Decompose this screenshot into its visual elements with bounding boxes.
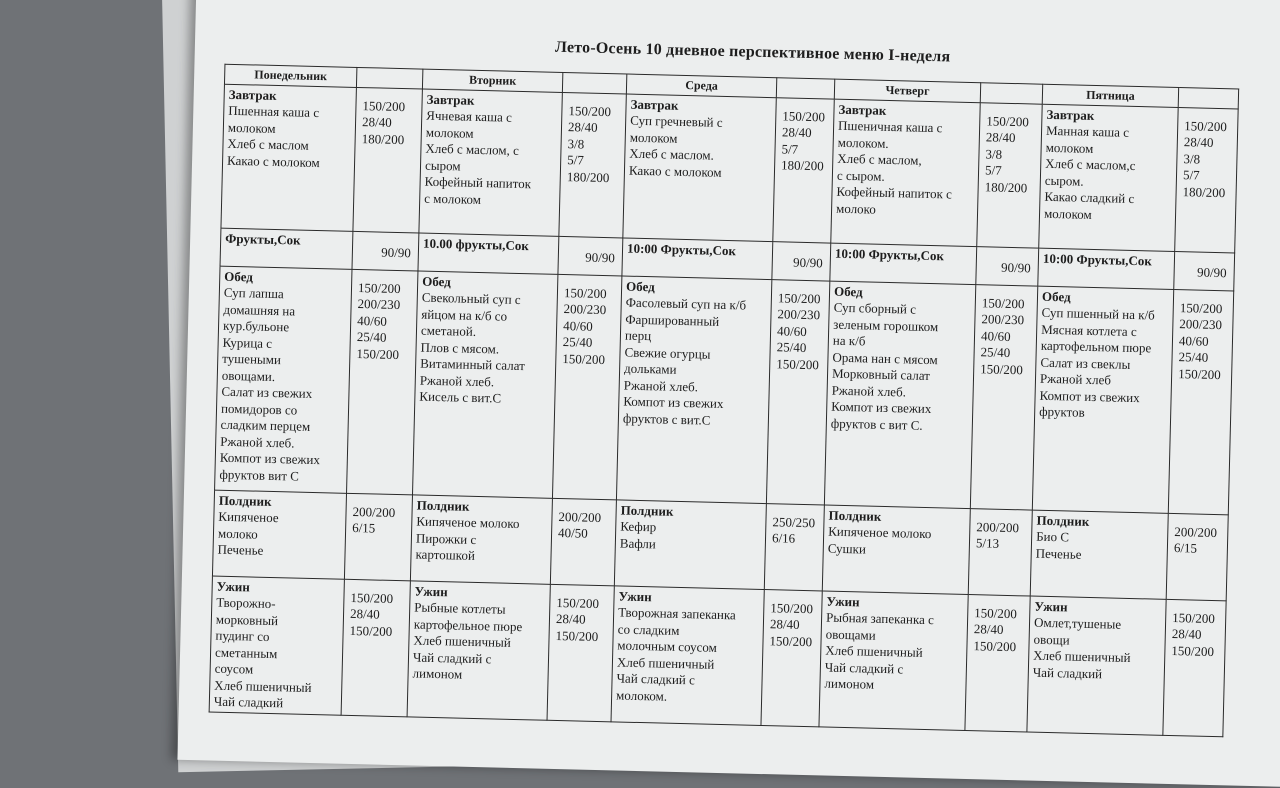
dish-item: Суп лапша bbox=[223, 284, 284, 302]
portion-qty: 200/200 bbox=[558, 508, 602, 525]
lunch-dishes-cell bbox=[616, 275, 771, 503]
menu-sheet bbox=[177, 0, 1280, 788]
dinner-dishes-cell bbox=[1027, 596, 1166, 735]
lunch-qty-cell bbox=[970, 284, 1037, 509]
portion-qty: 180/200 bbox=[984, 178, 1028, 195]
portion-qty: 5/7 bbox=[984, 162, 1002, 178]
breakfast-qty-cell bbox=[977, 102, 1042, 247]
fruit-qty: 90/90 bbox=[585, 249, 616, 265]
portion-qty: 5/13 bbox=[975, 535, 1000, 551]
dish-item: Орама нан с мясом bbox=[832, 349, 938, 367]
meal-label: Полдник bbox=[828, 507, 882, 524]
dish-item: сметаной. bbox=[420, 322, 477, 339]
breakfast-dishes-cell bbox=[831, 99, 980, 247]
snack-dishes-cell bbox=[410, 494, 552, 583]
dish-item: Чай сладкий bbox=[1032, 664, 1103, 681]
portion-qty: 150/200 bbox=[1172, 609, 1216, 626]
portion-qty: 5/7 bbox=[567, 152, 585, 168]
breakfast-dishes-cell bbox=[419, 89, 562, 236]
dish-item: Курица с bbox=[222, 334, 273, 351]
portion-qty: 150/200 bbox=[556, 594, 600, 611]
portion-qty: 40/60 bbox=[980, 327, 1011, 344]
meal-label: Завтрак bbox=[228, 86, 277, 103]
dish-item: картошкой bbox=[415, 546, 476, 563]
dish-item: Салат из свеклы bbox=[1040, 354, 1131, 372]
breakfast-row bbox=[221, 84, 1238, 253]
snack-qty-cell bbox=[968, 508, 1032, 595]
dish-item: овощами bbox=[825, 626, 876, 643]
dish-item: Манная каша с bbox=[1045, 122, 1130, 140]
portion-qty: 25/40 bbox=[980, 344, 1011, 360]
day-header: Вторник bbox=[422, 69, 562, 92]
dish-item: молоком bbox=[227, 119, 276, 136]
portion-qty: 3/8 bbox=[1183, 150, 1201, 167]
portion-qty: 150/200 bbox=[776, 355, 820, 372]
day-header-qty-blank bbox=[776, 78, 834, 99]
portion-qty: 28/40 bbox=[555, 610, 586, 627]
dish-item: Фаршированный bbox=[625, 311, 720, 329]
meal-label: Ужин bbox=[216, 578, 251, 594]
dish-item: сыром. bbox=[1044, 172, 1084, 189]
dish-item: Кисель с вит.С bbox=[419, 388, 502, 406]
dish-item: Ячневая каша с bbox=[426, 107, 513, 125]
fruit-qty-cell bbox=[558, 236, 623, 276]
portion-qty: 28/40 bbox=[567, 119, 598, 135]
portion-qty: 200/230 bbox=[1179, 316, 1223, 333]
dinner-qty-cell bbox=[1163, 599, 1226, 736]
portion-qty: 28/40 bbox=[361, 114, 392, 130]
dish-item: Пшенная каша с bbox=[228, 102, 320, 121]
dish-item: Ржаной хлеб. bbox=[220, 433, 295, 451]
lunch-dishes-cell bbox=[824, 281, 975, 509]
dish-item: Чай сладкий с bbox=[616, 670, 696, 688]
portion-qty: 150/200 bbox=[357, 279, 401, 296]
dish-item: перц bbox=[624, 327, 652, 344]
dish-item: с молоком bbox=[424, 190, 482, 207]
fruit-cell bbox=[1038, 248, 1175, 289]
snack-qty-cell bbox=[764, 503, 824, 590]
portion-qty: 25/40 bbox=[776, 339, 807, 356]
dish-item: Чай сладкий bbox=[213, 693, 284, 711]
dish-item: на к/б bbox=[832, 332, 866, 349]
fruit-label: 10:00 Фрукты,Сок bbox=[834, 245, 945, 263]
fruit-qty-cell bbox=[976, 246, 1039, 286]
breakfast-qty-cell bbox=[559, 92, 626, 238]
dish-item: Кофейный напиток bbox=[424, 173, 532, 192]
portion-qty: 200/200 bbox=[1174, 523, 1218, 540]
snack-dishes-cell bbox=[1030, 510, 1168, 599]
dish-item: Кипяченое молоко bbox=[828, 523, 932, 542]
dish-item: молочным соусом bbox=[617, 637, 717, 655]
dish-item: Хлеб пшеничный bbox=[1033, 647, 1131, 666]
dish-item: молоком bbox=[425, 124, 474, 141]
day-header: Среда bbox=[626, 74, 776, 97]
portion-qty: 28/40 bbox=[769, 616, 800, 632]
dish-item: овощи bbox=[1033, 631, 1070, 648]
portion-qty: 40/60 bbox=[357, 312, 388, 329]
portion-qty: 150/200 bbox=[777, 289, 821, 306]
page-title: Лето-Осень 10 дневное перспективное меню I-неделя bbox=[554, 38, 951, 66]
dish-item: лимоном bbox=[412, 665, 463, 682]
portion-qty: 28/40 bbox=[1183, 134, 1214, 150]
dish-item: молоком. bbox=[615, 686, 668, 704]
dish-item: Суп сборный с bbox=[833, 299, 917, 317]
breakfast-dishes-cell bbox=[1039, 104, 1178, 251]
portion-qty: 6/16 bbox=[771, 530, 796, 546]
portion-qty: 200/200 bbox=[352, 503, 396, 520]
meal-label: Завтрак bbox=[838, 101, 887, 118]
fruit-cell bbox=[830, 243, 977, 285]
dinner-dishes-cell bbox=[209, 576, 344, 715]
meal-label: Завтрак bbox=[630, 96, 679, 113]
dish-item: Компот из свежих bbox=[219, 449, 321, 468]
dish-item: Салат из свежих bbox=[221, 383, 313, 401]
dish-item: Хлеб с маслом. bbox=[629, 145, 715, 163]
dish-item: лимоном bbox=[824, 675, 875, 692]
dish-item: Витаминный салат bbox=[420, 355, 526, 374]
dish-item: Вафли bbox=[619, 535, 657, 551]
dish-item: Хлеб пшеничный bbox=[616, 653, 715, 672]
portion-qty: 28/40 bbox=[349, 605, 380, 622]
portion-qty: 150/200 bbox=[555, 627, 599, 644]
breakfast-qty-cell bbox=[773, 97, 835, 242]
snack-dishes-cell bbox=[212, 490, 346, 579]
day-header-qty-blank bbox=[1178, 88, 1238, 109]
portion-qty: 5/7 bbox=[1182, 167, 1200, 183]
dish-item: молоко bbox=[835, 200, 877, 217]
dish-item: сладким перцем bbox=[220, 416, 311, 434]
dish-item: сметанным bbox=[214, 644, 278, 661]
day-header: Понедельник bbox=[224, 64, 356, 87]
dish-item: Хлеб с маслом,с bbox=[1045, 155, 1136, 173]
meal-label: Обед bbox=[224, 268, 254, 284]
dish-item: Кофейный напиток с bbox=[836, 183, 953, 202]
portion-qty: 40/60 bbox=[776, 322, 807, 339]
dish-item: помидоров со bbox=[220, 400, 298, 418]
portion-qty: 150/200 bbox=[986, 112, 1030, 129]
lunch-dishes-cell bbox=[413, 270, 558, 497]
dish-item: Свежие огурцы bbox=[624, 344, 711, 362]
meal-label: Ужин bbox=[1034, 598, 1068, 614]
meal-label: Полдник bbox=[416, 497, 470, 514]
dish-item: Рыбные котлеты bbox=[414, 599, 506, 617]
snack-dishes-cell bbox=[822, 504, 970, 594]
portion-qty: 25/40 bbox=[356, 329, 387, 345]
dinner-qty-cell bbox=[761, 589, 822, 726]
meal-label: Обед bbox=[625, 278, 655, 294]
dish-item: фруктов с вит С. bbox=[830, 415, 923, 433]
dish-item: Хлеб с маслом, с bbox=[425, 140, 520, 158]
menu-table bbox=[209, 64, 1240, 737]
dinner-qty-cell bbox=[547, 584, 614, 722]
portion-qty: 40/50 bbox=[557, 524, 588, 541]
dish-item: Какао сладкий с bbox=[1044, 188, 1135, 206]
dish-item: Суп гречневый с bbox=[630, 112, 723, 130]
dish-item: Пирожки с bbox=[415, 530, 477, 547]
meal-label: Полдник bbox=[620, 502, 674, 519]
meal-label: Обед bbox=[422, 273, 452, 289]
dish-item: зеленым горошком bbox=[833, 316, 939, 334]
dish-item: Био С bbox=[1035, 528, 1070, 545]
dish-item: Рыбная запеканка с bbox=[825, 609, 935, 628]
fruit-cell bbox=[622, 237, 773, 279]
portion-qty: 150/200 bbox=[1178, 365, 1221, 382]
dish-item: фруктов bbox=[1039, 403, 1085, 420]
dish-item: Хлеб пшеничный bbox=[413, 632, 511, 650]
breakfast-dishes-cell bbox=[221, 84, 356, 231]
lunch-qty-cell bbox=[766, 279, 829, 504]
meal-label: Завтрак bbox=[426, 91, 475, 108]
snack-dishes-cell bbox=[614, 499, 766, 589]
portion-qty: 150/200 bbox=[973, 637, 1017, 654]
dinner-dishes-cell bbox=[407, 580, 550, 719]
dish-item: Ржаной хлеб. bbox=[623, 377, 699, 394]
dinner-dishes-cell bbox=[611, 585, 764, 725]
fruit-label: Фрукты,Сок bbox=[225, 230, 301, 248]
breakfast-qty-cell bbox=[1175, 107, 1239, 252]
portion-qty: 250/250 bbox=[772, 513, 816, 530]
day-header-qty-blank bbox=[980, 83, 1042, 104]
dish-item: пудинг со bbox=[215, 627, 270, 644]
portion-qty: 150/200 bbox=[1171, 642, 1215, 659]
portion-qty: 150/200 bbox=[568, 102, 612, 119]
lunch-qty-cell bbox=[347, 269, 418, 495]
dish-item: Чай сладкий с bbox=[824, 659, 904, 676]
dish-item: молоком bbox=[1045, 139, 1094, 156]
fruit-cell bbox=[418, 233, 559, 274]
dish-item: Печенье bbox=[1035, 545, 1082, 562]
dish-item: Ржаной хлеб. bbox=[419, 372, 495, 389]
dish-item: картофельное пюре bbox=[413, 615, 523, 634]
fruit-label: 10:00 Фрукты,Сок bbox=[626, 240, 737, 258]
portion-qty: 150/200 bbox=[974, 604, 1018, 621]
fruit-qty: 90/90 bbox=[792, 254, 823, 270]
dish-item: Творожно- bbox=[216, 594, 276, 612]
dish-item: со сладким bbox=[617, 620, 680, 638]
dish-item: Компот из свежих bbox=[831, 398, 932, 417]
portion-qty: 5/7 bbox=[781, 140, 799, 157]
dish-item: картофельном пюре bbox=[1040, 337, 1152, 356]
dish-item: яйцом на к/б со bbox=[421, 306, 508, 324]
dish-item: молоком. bbox=[837, 134, 889, 151]
portion-qty: 28/40 bbox=[1171, 626, 1202, 642]
portion-qty: 200/230 bbox=[563, 301, 607, 318]
snack-qty-cell bbox=[344, 493, 412, 581]
dish-item: Чай сладкий с bbox=[412, 648, 492, 666]
dish-item: Суп пшенный на к/б bbox=[1041, 304, 1155, 323]
portion-qty: 150/200 bbox=[362, 97, 406, 114]
fruit-qty-cell bbox=[772, 241, 831, 280]
meal-label: Завтрак bbox=[1046, 106, 1095, 123]
dinner-qty-cell bbox=[341, 579, 410, 717]
portion-qty: 3/8 bbox=[985, 145, 1003, 162]
meal-label: Полдник bbox=[1036, 512, 1090, 529]
fruit-qty-cell bbox=[352, 231, 419, 271]
fruit-qty: 90/90 bbox=[381, 244, 412, 260]
dish-item: Хлеб с маслом, bbox=[837, 150, 922, 168]
portion-qty: 3/8 bbox=[567, 135, 585, 152]
dish-item: Сушки bbox=[827, 540, 867, 557]
dish-item: Ржаной хлеб bbox=[1039, 370, 1112, 388]
portion-qty: 200/230 bbox=[357, 296, 401, 313]
dish-item: тушеными bbox=[222, 350, 282, 368]
portion-qty: 150/200 bbox=[981, 294, 1025, 311]
meal-label: Ужин bbox=[414, 583, 448, 599]
dish-item: с сыром. bbox=[836, 167, 885, 184]
portion-qty: 28/40 bbox=[781, 124, 812, 141]
dish-item: Плов с мясом. bbox=[420, 339, 500, 356]
dish-item: кур.бульоне bbox=[222, 317, 290, 335]
lunch-qty-cell bbox=[1168, 289, 1233, 514]
portion-qty: 25/40 bbox=[562, 334, 593, 350]
dish-item: овощами. bbox=[221, 367, 276, 384]
dish-item: Хлеб пшеничный bbox=[825, 642, 923, 660]
dish-item: дольками bbox=[623, 360, 677, 377]
meal-label: Ужин bbox=[826, 593, 860, 609]
fruit-qty: 90/90 bbox=[1196, 264, 1227, 280]
dinner-dishes-cell bbox=[819, 590, 968, 730]
meal-label: Обед bbox=[833, 283, 863, 299]
meal-label: Ужин bbox=[618, 587, 652, 604]
portion-qty: 28/40 bbox=[985, 129, 1016, 146]
portion-qty: 150/200 bbox=[563, 284, 607, 301]
portion-qty: 200/230 bbox=[981, 311, 1025, 328]
portion-qty: 150/200 bbox=[1184, 117, 1228, 134]
portion-qty: 28/40 bbox=[973, 621, 1004, 637]
dish-item: Творожная запеканка bbox=[618, 604, 737, 623]
lunch-row bbox=[215, 266, 1234, 515]
dish-item: Какао с молоком bbox=[628, 162, 722, 180]
dish-item: фруктов вит С bbox=[219, 466, 300, 484]
portion-qty: 6/15 bbox=[1173, 540, 1198, 556]
fruit-label: 10:00 Фрукты,Сок bbox=[1042, 250, 1153, 268]
portion-qty: 25/40 bbox=[1178, 349, 1209, 365]
portion-qty: 150/200 bbox=[770, 599, 814, 616]
dish-item: Компот из свежих bbox=[623, 393, 724, 411]
dish-item: морковный bbox=[215, 611, 279, 628]
breakfast-qty-cell bbox=[353, 87, 422, 233]
dish-item: Пшеничная каша с bbox=[837, 117, 943, 136]
dish-item: Хлеб с маслом bbox=[227, 135, 309, 153]
portion-qty: 180/200 bbox=[361, 130, 405, 147]
dish-item: молоко bbox=[217, 525, 258, 542]
dish-item: Ржаной хлеб. bbox=[831, 382, 907, 399]
portion-qty: 150/200 bbox=[562, 350, 606, 367]
dish-item: домашняя на bbox=[223, 301, 296, 319]
portion-qty: 150/200 bbox=[980, 360, 1024, 377]
fruit-qty-cell bbox=[1174, 251, 1235, 290]
lunch-dishes-cell bbox=[1032, 286, 1173, 513]
fruit-qty: 90/90 bbox=[1000, 259, 1031, 275]
day-header-qty-blank bbox=[562, 72, 626, 93]
dish-item: Омлет,тушеные bbox=[1033, 614, 1122, 632]
dish-item: Какао с молоком bbox=[226, 152, 320, 170]
breakfast-dishes-cell bbox=[623, 94, 776, 242]
fruit-cell bbox=[220, 228, 353, 269]
dish-item: Печенье bbox=[217, 541, 264, 558]
dish-item: Свекольный суп с bbox=[421, 289, 521, 308]
fruit-label: 10.00 фрукты,Сок bbox=[422, 235, 530, 253]
dish-item: Компот из свежих bbox=[1039, 387, 1140, 405]
portion-qty: 40/60 bbox=[563, 317, 593, 334]
dinner-row bbox=[209, 576, 1226, 737]
dish-item: молоком bbox=[1043, 205, 1092, 222]
portion-qty: 6/15 bbox=[351, 519, 376, 536]
dish-item: Мясная котлета с bbox=[1041, 321, 1137, 339]
portion-qty: 40/60 bbox=[1178, 332, 1209, 349]
portion-qty: 150/200 bbox=[350, 589, 394, 606]
portion-qty: 180/200 bbox=[566, 168, 610, 185]
day-header: Четверг bbox=[834, 79, 980, 102]
dish-item: Кипяченое bbox=[218, 508, 279, 526]
portion-qty: 150/200 bbox=[356, 345, 400, 362]
portion-qty: 200/230 bbox=[777, 306, 821, 323]
day-header: Пятница bbox=[1042, 84, 1178, 107]
dish-item: соусом bbox=[214, 660, 254, 677]
dish-item: молоком bbox=[629, 129, 678, 146]
portion-qty: 180/200 bbox=[1182, 183, 1226, 200]
portion-qty: 150/200 bbox=[349, 622, 393, 639]
dish-item: фруктов с вит.С bbox=[622, 410, 711, 428]
dish-item: сыром bbox=[424, 157, 461, 173]
dish-item: Кипяченое молоко bbox=[416, 513, 520, 532]
dish-item: Кефир bbox=[620, 518, 657, 535]
lunch-qty-cell bbox=[552, 274, 621, 499]
portion-qty: 150/200 bbox=[769, 632, 813, 649]
meal-label: Полдник bbox=[218, 492, 272, 509]
dish-item: Морковный салат bbox=[831, 365, 931, 384]
dish-item: Фасолевый суп на к/б bbox=[625, 294, 747, 313]
dish-item: Хлеб пшеничный bbox=[214, 677, 312, 695]
meal-label: Обед bbox=[1041, 288, 1071, 304]
day-header-qty-blank bbox=[356, 67, 422, 88]
portion-qty: 150/200 bbox=[782, 107, 826, 124]
snack-qty-cell bbox=[1166, 513, 1228, 600]
lunch-dishes-cell bbox=[215, 266, 352, 493]
portion-qty: 180/200 bbox=[780, 157, 824, 174]
portion-qty: 150/200 bbox=[1179, 299, 1223, 316]
snack-qty-cell bbox=[550, 498, 616, 586]
dinner-qty-cell bbox=[965, 594, 1030, 731]
portion-qty: 200/200 bbox=[976, 518, 1020, 535]
